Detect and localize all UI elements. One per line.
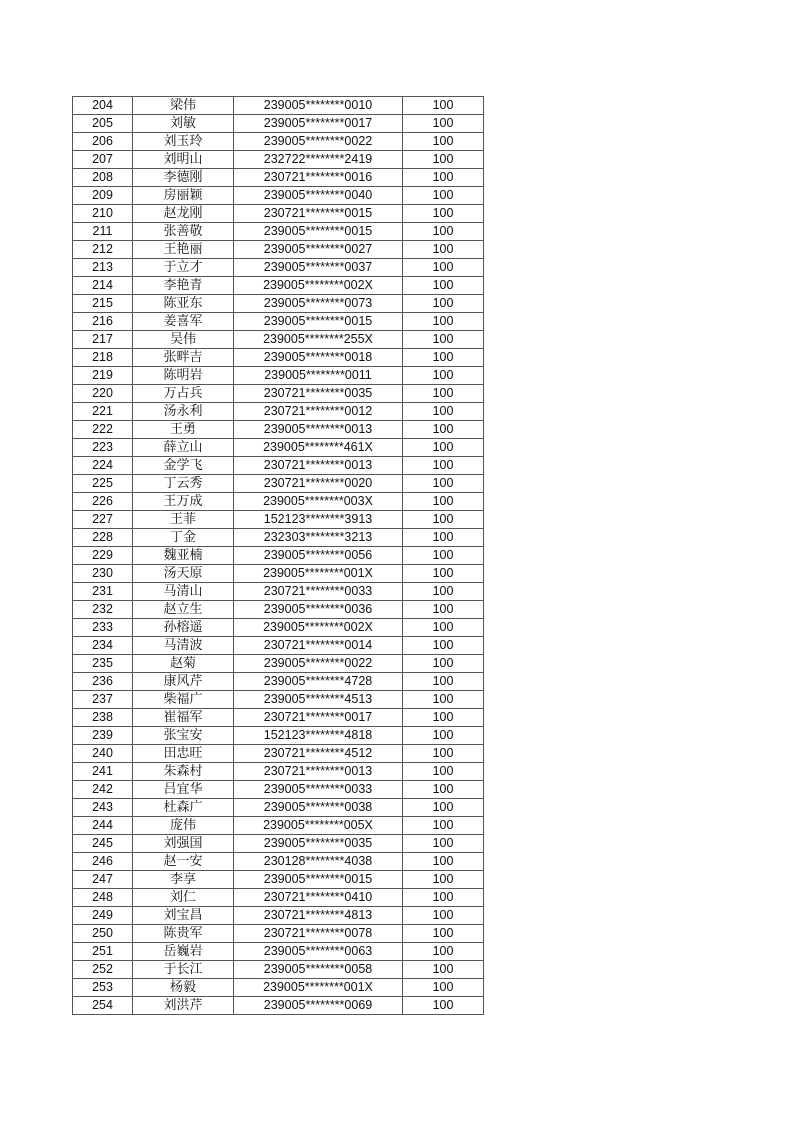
amount-cell: 100 [403,367,484,385]
table-row [73,799,484,817]
table-row [73,961,484,979]
person-name-cell: 王勇 [133,421,234,439]
table-row [73,655,484,673]
row-number-cell: 226 [73,493,133,511]
table-row [73,691,484,709]
row-number-cell: 249 [73,907,133,925]
table-row [73,277,484,295]
amount-cell: 100 [403,565,484,583]
id-number-cell: 239005********0040 [234,187,403,205]
id-number-cell: 239005********001X [234,565,403,583]
id-number-cell: 230721********0020 [234,475,403,493]
amount-cell: 100 [403,349,484,367]
person-name-cell: 丁云秀 [133,475,234,493]
table-row [73,259,484,277]
id-number-cell: 230721********0016 [234,169,403,187]
id-number-cell: 230721********0013 [234,763,403,781]
row-number-cell: 229 [73,547,133,565]
row-number-cell: 245 [73,835,133,853]
amount-cell: 100 [403,133,484,151]
table-row [73,349,484,367]
amount-cell: 100 [403,997,484,1015]
table-row [73,979,484,997]
id-number-cell: 239005********0017 [234,115,403,133]
id-number-cell: 239005********0010 [234,97,403,115]
person-name-cell: 房丽颖 [133,187,234,205]
amount-cell: 100 [403,331,484,349]
row-number-cell: 248 [73,889,133,907]
person-name-cell: 梁伟 [133,97,234,115]
person-name-cell: 王艳丽 [133,241,234,259]
amount-cell: 100 [403,511,484,529]
id-number-cell: 239005********0037 [234,259,403,277]
table-row [73,745,484,763]
amount-cell: 100 [403,763,484,781]
table-row [73,727,484,745]
id-number-cell: 239005********0073 [234,295,403,313]
table-row [73,997,484,1015]
person-name-cell: 刘玉玲 [133,133,234,151]
person-name-cell: 杨毅 [133,979,234,997]
amount-cell: 100 [403,439,484,457]
person-name-cell: 赵龙刚 [133,205,234,223]
id-number-cell: 239005********0018 [234,349,403,367]
row-number-cell: 254 [73,997,133,1015]
id-number-cell: 239005********0036 [234,601,403,619]
row-number-cell: 219 [73,367,133,385]
person-name-cell: 马清山 [133,583,234,601]
id-number-cell: 239005********0069 [234,997,403,1015]
row-number-cell: 211 [73,223,133,241]
id-number-cell: 230721********0013 [234,457,403,475]
id-number-cell: 239005********0015 [234,223,403,241]
person-name-cell: 刘强国 [133,835,234,853]
person-name-cell: 刘仁 [133,889,234,907]
amount-cell: 100 [403,385,484,403]
row-number-cell: 214 [73,277,133,295]
row-number-cell: 220 [73,385,133,403]
id-number-cell: 239005********0011 [234,367,403,385]
row-number-cell: 224 [73,457,133,475]
id-number-cell: 239005********461X [234,439,403,457]
row-number-cell: 230 [73,565,133,583]
id-number-cell: 239005********255X [234,331,403,349]
amount-cell: 100 [403,601,484,619]
person-name-cell: 刘敏 [133,115,234,133]
id-number-cell: 239005********002X [234,277,403,295]
amount-cell: 100 [403,853,484,871]
id-number-cell: 230721********0015 [234,205,403,223]
id-number-cell: 239005********001X [234,979,403,997]
id-number-cell: 239005********002X [234,619,403,637]
amount-cell: 100 [403,961,484,979]
person-name-cell: 柴福广 [133,691,234,709]
amount-cell: 100 [403,709,484,727]
person-name-cell: 于长江 [133,961,234,979]
id-number-cell: 230721********0035 [234,385,403,403]
row-number-cell: 233 [73,619,133,637]
table-row [73,871,484,889]
row-number-cell: 237 [73,691,133,709]
amount-cell: 100 [403,241,484,259]
row-number-cell: 209 [73,187,133,205]
table-row [73,565,484,583]
id-number-cell: 152123********4818 [234,727,403,745]
table-row [73,583,484,601]
person-name-cell: 赵立生 [133,601,234,619]
person-name-cell: 赵一安 [133,853,234,871]
amount-cell: 100 [403,493,484,511]
id-number-cell: 239005********4513 [234,691,403,709]
amount-cell: 100 [403,619,484,637]
person-name-cell: 李享 [133,871,234,889]
row-number-cell: 223 [73,439,133,457]
amount-cell: 100 [403,457,484,475]
table-row [73,943,484,961]
amount-cell: 100 [403,97,484,115]
row-number-cell: 250 [73,925,133,943]
amount-cell: 100 [403,781,484,799]
amount-cell: 100 [403,655,484,673]
amount-cell: 100 [403,547,484,565]
id-number-cell: 239005********0063 [234,943,403,961]
amount-cell: 100 [403,313,484,331]
id-number-cell: 230721********0014 [234,637,403,655]
table-row [73,367,484,385]
person-name-cell: 王菲 [133,511,234,529]
id-number-cell: 230721********0017 [234,709,403,727]
row-number-cell: 204 [73,97,133,115]
row-number-cell: 239 [73,727,133,745]
row-number-cell: 205 [73,115,133,133]
id-number-cell: 239005********0056 [234,547,403,565]
table-row [73,169,484,187]
roster-table-body [73,97,484,1015]
amount-cell: 100 [403,871,484,889]
table-row [73,457,484,475]
person-name-cell: 康风芹 [133,673,234,691]
row-number-cell: 247 [73,871,133,889]
amount-cell: 100 [403,745,484,763]
table-row [73,835,484,853]
amount-cell: 100 [403,673,484,691]
row-number-cell: 236 [73,673,133,691]
table-row [73,889,484,907]
person-name-cell: 姜喜军 [133,313,234,331]
table-row [73,475,484,493]
table-row [73,763,484,781]
table-row [73,295,484,313]
table-row [73,385,484,403]
id-number-cell: 152123********3913 [234,511,403,529]
person-name-cell: 王万成 [133,493,234,511]
amount-cell: 100 [403,277,484,295]
table-row [73,925,484,943]
amount-cell: 100 [403,889,484,907]
table-row [73,115,484,133]
id-number-cell: 230721********4512 [234,745,403,763]
id-number-cell: 239005********0027 [234,241,403,259]
row-number-cell: 208 [73,169,133,187]
amount-cell: 100 [403,979,484,997]
person-name-cell: 崔福军 [133,709,234,727]
row-number-cell: 228 [73,529,133,547]
id-number-cell: 239005********005X [234,817,403,835]
amount-cell: 100 [403,943,484,961]
amount-cell: 100 [403,421,484,439]
id-number-cell: 232722********2419 [234,151,403,169]
row-number-cell: 252 [73,961,133,979]
table-row [73,853,484,871]
person-name-cell: 张宝安 [133,727,234,745]
id-number-cell: 239005********0022 [234,133,403,151]
person-name-cell: 张善敬 [133,223,234,241]
row-number-cell: 221 [73,403,133,421]
person-name-cell: 岳巍岩 [133,943,234,961]
table-row [73,907,484,925]
amount-cell: 100 [403,529,484,547]
amount-cell: 100 [403,169,484,187]
amount-cell: 100 [403,187,484,205]
id-number-cell: 239005********0015 [234,871,403,889]
id-number-cell: 239005********003X [234,493,403,511]
table-row [73,781,484,799]
amount-cell: 100 [403,727,484,745]
row-number-cell: 234 [73,637,133,655]
person-name-cell: 朱森村 [133,763,234,781]
table-row [73,403,484,421]
row-number-cell: 235 [73,655,133,673]
person-name-cell: 刘宝昌 [133,907,234,925]
table-row [73,673,484,691]
row-number-cell: 240 [73,745,133,763]
id-number-cell: 239005********0058 [234,961,403,979]
person-name-cell: 庞伟 [133,817,234,835]
person-name-cell: 张畔吉 [133,349,234,367]
table-row [73,133,484,151]
person-name-cell: 于立才 [133,259,234,277]
table-row [73,601,484,619]
id-number-cell: 239005********0035 [234,835,403,853]
row-number-cell: 232 [73,601,133,619]
person-name-cell: 陈贵军 [133,925,234,943]
table-row [73,205,484,223]
id-number-cell: 239005********0022 [234,655,403,673]
table-row [73,151,484,169]
roster-table [72,96,484,1015]
row-number-cell: 246 [73,853,133,871]
row-number-cell: 222 [73,421,133,439]
person-name-cell: 汤永利 [133,403,234,421]
person-name-cell: 李艳青 [133,277,234,295]
amount-cell: 100 [403,151,484,169]
amount-cell: 100 [403,295,484,313]
table-row [73,241,484,259]
person-name-cell: 金学飞 [133,457,234,475]
table-row [73,637,484,655]
table-row [73,439,484,457]
id-number-cell: 230721********4813 [234,907,403,925]
row-number-cell: 251 [73,943,133,961]
id-number-cell: 239005********0013 [234,421,403,439]
amount-cell: 100 [403,115,484,133]
id-number-cell: 230721********0410 [234,889,403,907]
id-number-cell: 239005********0033 [234,781,403,799]
person-name-cell: 陈明岩 [133,367,234,385]
person-name-cell: 万占兵 [133,385,234,403]
row-number-cell: 238 [73,709,133,727]
person-name-cell: 马清波 [133,637,234,655]
row-number-cell: 231 [73,583,133,601]
row-number-cell: 207 [73,151,133,169]
row-number-cell: 210 [73,205,133,223]
row-number-cell: 253 [73,979,133,997]
person-name-cell: 丁金 [133,529,234,547]
table-row [73,313,484,331]
amount-cell: 100 [403,223,484,241]
person-name-cell: 刘洪芹 [133,997,234,1015]
table-row [73,817,484,835]
row-number-cell: 218 [73,349,133,367]
person-name-cell: 吴伟 [133,331,234,349]
amount-cell: 100 [403,583,484,601]
amount-cell: 100 [403,691,484,709]
row-number-cell: 241 [73,763,133,781]
person-name-cell: 赵菊 [133,655,234,673]
id-number-cell: 230128********4038 [234,853,403,871]
person-name-cell: 汤天原 [133,565,234,583]
row-number-cell: 217 [73,331,133,349]
person-name-cell: 杜森广 [133,799,234,817]
id-number-cell: 230721********0078 [234,925,403,943]
amount-cell: 100 [403,835,484,853]
person-name-cell: 魏亚楠 [133,547,234,565]
person-name-cell: 吕宜华 [133,781,234,799]
amount-cell: 100 [403,925,484,943]
amount-cell: 100 [403,403,484,421]
amount-cell: 100 [403,799,484,817]
row-number-cell: 212 [73,241,133,259]
table-row [73,223,484,241]
id-number-cell: 230721********0012 [234,403,403,421]
table-row [73,619,484,637]
row-number-cell: 225 [73,475,133,493]
table-row [73,331,484,349]
row-number-cell: 206 [73,133,133,151]
table-row [73,187,484,205]
table-row [73,97,484,115]
id-number-cell: 239005********0015 [234,313,403,331]
person-name-cell: 刘明山 [133,151,234,169]
amount-cell: 100 [403,637,484,655]
amount-cell: 100 [403,907,484,925]
table-row [73,421,484,439]
person-name-cell: 李德刚 [133,169,234,187]
id-number-cell: 239005********0038 [234,799,403,817]
table-row [73,529,484,547]
id-number-cell: 230721********0033 [234,583,403,601]
amount-cell: 100 [403,259,484,277]
row-number-cell: 243 [73,799,133,817]
row-number-cell: 216 [73,313,133,331]
id-number-cell: 232303********3213 [234,529,403,547]
amount-cell: 100 [403,205,484,223]
table-row [73,547,484,565]
amount-cell: 100 [403,817,484,835]
table-row [73,709,484,727]
person-name-cell: 田忠旺 [133,745,234,763]
row-number-cell: 242 [73,781,133,799]
row-number-cell: 213 [73,259,133,277]
amount-cell: 100 [403,475,484,493]
person-name-cell: 孙榕遥 [133,619,234,637]
id-number-cell: 239005********4728 [234,673,403,691]
table-row [73,493,484,511]
person-name-cell: 陈亚东 [133,295,234,313]
row-number-cell: 244 [73,817,133,835]
person-name-cell: 薛立山 [133,439,234,457]
row-number-cell: 215 [73,295,133,313]
row-number-cell: 227 [73,511,133,529]
table-row [73,511,484,529]
